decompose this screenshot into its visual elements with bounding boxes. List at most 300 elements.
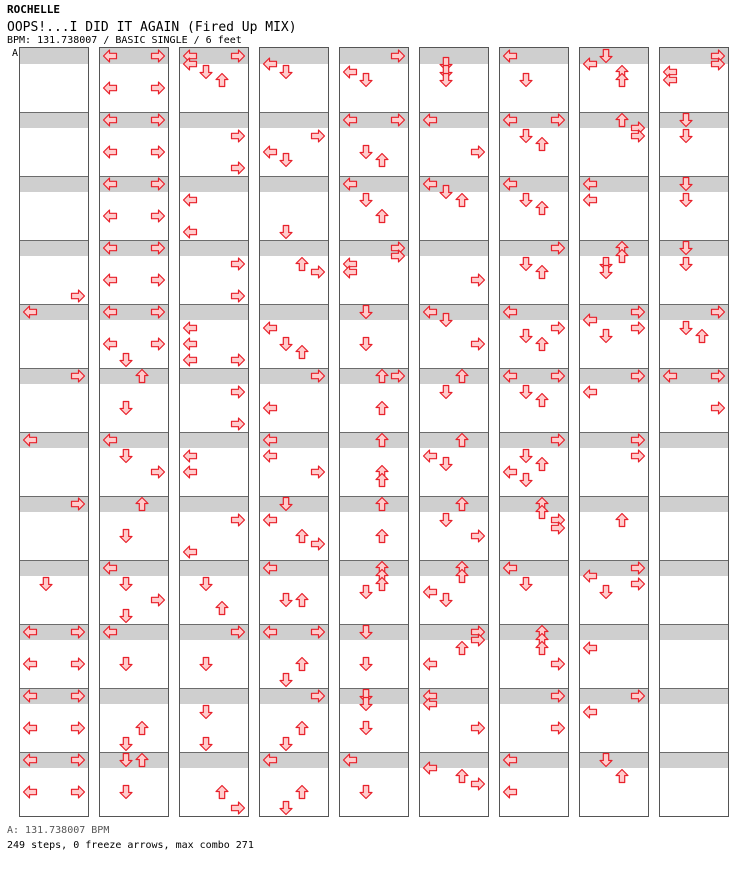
arrow-down-icon: [358, 584, 374, 600]
measure-line: [660, 112, 728, 113]
measure-stripe: [660, 624, 728, 640]
arrow-down-icon: [438, 592, 454, 608]
arrow-left-icon: [582, 312, 598, 328]
chart-column: [500, 48, 568, 816]
arrow-down-icon: [118, 656, 134, 672]
measure-stripe: [180, 176, 248, 192]
arrow-left-icon: [502, 464, 518, 480]
measure-stripe: [420, 48, 488, 64]
arrow-up-icon: [534, 264, 550, 280]
measure-line: [340, 624, 408, 625]
arrow-up-icon: [134, 368, 150, 384]
arrow-right-icon: [630, 320, 646, 336]
arrow-left-icon: [102, 240, 118, 256]
arrow-down-icon: [118, 608, 134, 624]
arrow-up-icon: [294, 592, 310, 608]
arrow-right-icon: [390, 368, 406, 384]
arrow-up-icon: [614, 248, 630, 264]
bpm-summary: A: 131.738007 BPM: [7, 825, 110, 836]
arrow-down-icon: [438, 512, 454, 528]
arrow-left-icon: [102, 624, 118, 640]
arrow-right-icon: [630, 368, 646, 384]
arrow-left-icon: [422, 176, 438, 192]
measure-stripe: [660, 752, 728, 768]
arrow-down-icon: [118, 576, 134, 592]
arrow-up-icon: [534, 456, 550, 472]
step-stats: 249 steps, 0 freeze arrows, max combo 271: [7, 840, 254, 851]
measure-line: [420, 752, 488, 753]
measure-stripe: [180, 240, 248, 256]
measure-line: [580, 496, 648, 497]
arrow-left-icon: [422, 448, 438, 464]
arrow-right-icon: [150, 48, 166, 64]
measure-line: [660, 688, 728, 689]
arrow-down-icon: [358, 624, 374, 640]
arrow-left-icon: [582, 640, 598, 656]
arrow-left-icon: [22, 688, 38, 704]
arrow-up-icon: [214, 72, 230, 88]
arrow-down-icon: [518, 128, 534, 144]
arrow-left-icon: [182, 56, 198, 72]
arrow-left-icon: [422, 696, 438, 712]
arrow-right-icon: [550, 112, 566, 128]
measure-line: [180, 240, 248, 241]
arrow-right-icon: [710, 56, 726, 72]
arrow-right-icon: [230, 416, 246, 432]
arrow-left-icon: [262, 400, 278, 416]
arrow-right-icon: [470, 720, 486, 736]
arrow-right-icon: [550, 688, 566, 704]
measure-stripe: [340, 688, 408, 704]
arrow-right-icon: [470, 528, 486, 544]
arrow-left-icon: [22, 304, 38, 320]
arrow-up-icon: [534, 640, 550, 656]
arrow-left-icon: [262, 752, 278, 768]
arrow-left-icon: [22, 752, 38, 768]
arrow-left-icon: [582, 56, 598, 72]
measure-stripe: [580, 624, 648, 640]
arrow-up-icon: [374, 576, 390, 592]
song-title: OOPS!...I DID IT AGAIN (Fired Up MIX): [7, 20, 297, 35]
arrow-down-icon: [438, 456, 454, 472]
arrow-right-icon: [70, 656, 86, 672]
chart-info: BPM: 131.738007 / BASIC SINGLE / 6 feet: [7, 35, 242, 46]
arrow-right-icon: [150, 208, 166, 224]
arrow-right-icon: [470, 336, 486, 352]
arrow-left-icon: [262, 320, 278, 336]
measure-stripe: [420, 240, 488, 256]
arrow-down-icon: [518, 72, 534, 88]
arrow-down-icon: [678, 176, 694, 192]
measure-stripe: [660, 496, 728, 512]
measure-stripe: [340, 304, 408, 320]
arrow-right-icon: [150, 240, 166, 256]
arrow-right-icon: [70, 688, 86, 704]
arrow-down-icon: [358, 656, 374, 672]
arrow-right-icon: [470, 272, 486, 288]
arrow-left-icon: [22, 656, 38, 672]
arrow-right-icon: [390, 248, 406, 264]
measure-stripe: [180, 752, 248, 768]
arrow-left-icon: [342, 752, 358, 768]
measure-stripe: [660, 112, 728, 128]
arrow-right-icon: [230, 288, 246, 304]
arrow-right-icon: [230, 160, 246, 176]
arrow-up-icon: [374, 208, 390, 224]
measure-stripe: [660, 432, 728, 448]
measure-line: [260, 112, 328, 113]
arrow-left-icon: [102, 48, 118, 64]
measure-stripe: [660, 688, 728, 704]
arrow-right-icon: [310, 368, 326, 384]
chart-column: [100, 48, 168, 816]
arrow-up-icon: [454, 640, 470, 656]
arrow-left-icon: [102, 176, 118, 192]
arrow-left-icon: [262, 56, 278, 72]
arrow-down-icon: [118, 528, 134, 544]
arrow-left-icon: [182, 320, 198, 336]
arrow-right-icon: [70, 784, 86, 800]
arrow-left-icon: [662, 368, 678, 384]
measure-stripe: [660, 560, 728, 576]
arrow-right-icon: [70, 752, 86, 768]
measure-line: [180, 752, 248, 753]
arrow-right-icon: [550, 240, 566, 256]
arrow-right-icon: [310, 688, 326, 704]
arrow-left-icon: [422, 304, 438, 320]
arrow-up-icon: [134, 752, 150, 768]
arrow-down-icon: [198, 656, 214, 672]
arrow-right-icon: [550, 320, 566, 336]
arrow-down-icon: [358, 304, 374, 320]
measure-line: [180, 112, 248, 113]
arrow-right-icon: [70, 624, 86, 640]
arrow-left-icon: [582, 384, 598, 400]
arrow-down-icon: [278, 592, 294, 608]
arrow-right-icon: [310, 464, 326, 480]
arrow-left-icon: [502, 112, 518, 128]
measure-line: [180, 176, 248, 177]
measure-line: [20, 560, 88, 561]
arrow-down-icon: [198, 64, 214, 80]
arrow-left-icon: [182, 448, 198, 464]
arrow-up-icon: [374, 368, 390, 384]
arrow-left-icon: [422, 112, 438, 128]
arrow-right-icon: [150, 176, 166, 192]
arrow-up-icon: [294, 344, 310, 360]
arrow-up-icon: [374, 472, 390, 488]
arrow-right-icon: [70, 496, 86, 512]
arrow-left-icon: [422, 584, 438, 600]
arrow-up-icon: [614, 512, 630, 528]
arrow-right-icon: [230, 800, 246, 816]
measure-line: [20, 240, 88, 241]
measure-stripe: [20, 240, 88, 256]
arrow-down-icon: [678, 256, 694, 272]
arrow-right-icon: [310, 536, 326, 552]
arrow-right-icon: [230, 256, 246, 272]
arrow-right-icon: [230, 352, 246, 368]
artist-name: ROCHELLE: [7, 3, 60, 16]
arrow-down-icon: [358, 144, 374, 160]
arrow-down-icon: [678, 192, 694, 208]
measure-line: [660, 560, 728, 561]
measure-line: [180, 432, 248, 433]
measure-line: [660, 432, 728, 433]
arrow-left-icon: [102, 144, 118, 160]
arrow-left-icon: [662, 72, 678, 88]
arrow-right-icon: [150, 304, 166, 320]
arrow-right-icon: [150, 336, 166, 352]
arrow-left-icon: [582, 704, 598, 720]
arrow-up-icon: [454, 568, 470, 584]
measure-line: [660, 752, 728, 753]
measure-line: [180, 368, 248, 369]
measure-line: [180, 688, 248, 689]
measure-stripe: [180, 112, 248, 128]
arrow-up-icon: [534, 504, 550, 520]
arrow-down-icon: [278, 496, 294, 512]
measure-line: [420, 240, 488, 241]
arrow-up-icon: [294, 784, 310, 800]
arrow-down-icon: [598, 328, 614, 344]
measure-stripe: [20, 176, 88, 192]
arrow-left-icon: [582, 568, 598, 584]
bpm-marker-label: A: [12, 48, 19, 59]
arrow-right-icon: [230, 128, 246, 144]
arrow-down-icon: [518, 192, 534, 208]
measure-line: [340, 304, 408, 305]
arrow-up-icon: [534, 392, 550, 408]
arrow-left-icon: [342, 176, 358, 192]
measure-stripe: [180, 432, 248, 448]
measure-line: [260, 304, 328, 305]
measure-stripe: [660, 176, 728, 192]
arrow-up-icon: [214, 784, 230, 800]
measure-line: [260, 176, 328, 177]
arrow-down-icon: [598, 752, 614, 768]
arrow-right-icon: [550, 432, 566, 448]
measure-line: [180, 304, 248, 305]
arrow-left-icon: [502, 176, 518, 192]
measure-stripe: [260, 112, 328, 128]
arrow-left-icon: [502, 560, 518, 576]
measure-stripe: [180, 688, 248, 704]
arrow-up-icon: [454, 768, 470, 784]
arrow-up-icon: [294, 656, 310, 672]
arrow-left-icon: [262, 432, 278, 448]
arrow-right-icon: [390, 112, 406, 128]
arrow-down-icon: [358, 720, 374, 736]
arrow-left-icon: [102, 208, 118, 224]
arrow-right-icon: [550, 368, 566, 384]
arrow-left-icon: [102, 272, 118, 288]
arrow-up-icon: [294, 528, 310, 544]
arrow-up-icon: [694, 328, 710, 344]
arrow-up-icon: [454, 368, 470, 384]
arrow-right-icon: [630, 448, 646, 464]
chart-column: [660, 48, 728, 816]
arrow-left-icon: [342, 64, 358, 80]
measure-stripe: [20, 48, 88, 64]
arrow-left-icon: [342, 264, 358, 280]
measure-line: [260, 240, 328, 241]
chart-column: [260, 48, 328, 816]
measure-stripe: [580, 496, 648, 512]
arrow-left-icon: [182, 464, 198, 480]
chart-column: [180, 48, 248, 816]
arrow-left-icon: [582, 192, 598, 208]
arrow-up-icon: [134, 720, 150, 736]
arrow-left-icon: [182, 352, 198, 368]
arrow-down-icon: [518, 576, 534, 592]
arrow-down-icon: [278, 224, 294, 240]
arrow-down-icon: [118, 752, 134, 768]
measure-stripe: [180, 304, 248, 320]
measure-line: [180, 496, 248, 497]
measure-line: [180, 560, 248, 561]
arrow-left-icon: [22, 720, 38, 736]
arrow-left-icon: [102, 112, 118, 128]
arrow-left-icon: [502, 368, 518, 384]
arrow-down-icon: [678, 320, 694, 336]
arrow-down-icon: [358, 336, 374, 352]
arrow-down-icon: [38, 576, 54, 592]
arrow-right-icon: [710, 304, 726, 320]
measure-line: [660, 176, 728, 177]
arrow-right-icon: [390, 48, 406, 64]
measure-line: [660, 240, 728, 241]
arrow-down-icon: [438, 72, 454, 88]
arrow-up-icon: [534, 200, 550, 216]
measure-stripe: [260, 240, 328, 256]
arrow-left-icon: [502, 304, 518, 320]
measure-stripe: [180, 496, 248, 512]
arrow-down-icon: [118, 448, 134, 464]
arrow-up-icon: [614, 72, 630, 88]
arrow-down-icon: [518, 328, 534, 344]
arrow-up-icon: [614, 112, 630, 128]
arrow-left-icon: [22, 784, 38, 800]
arrow-down-icon: [118, 400, 134, 416]
arrow-right-icon: [710, 368, 726, 384]
arrow-right-icon: [230, 512, 246, 528]
arrow-up-icon: [374, 496, 390, 512]
measure-stripe: [100, 688, 168, 704]
arrow-right-icon: [150, 144, 166, 160]
measure-line: [20, 176, 88, 177]
arrow-right-icon: [470, 632, 486, 648]
arrow-up-icon: [374, 432, 390, 448]
arrow-left-icon: [582, 176, 598, 192]
arrow-left-icon: [182, 224, 198, 240]
arrow-right-icon: [630, 128, 646, 144]
arrow-right-icon: [70, 720, 86, 736]
arrow-right-icon: [150, 464, 166, 480]
arrow-right-icon: [550, 720, 566, 736]
measure-line: [340, 688, 408, 689]
arrow-right-icon: [150, 272, 166, 288]
arrow-down-icon: [198, 576, 214, 592]
arrow-left-icon: [22, 624, 38, 640]
arrow-up-icon: [294, 256, 310, 272]
measure-line: [580, 624, 648, 625]
arrow-left-icon: [102, 304, 118, 320]
arrow-up-icon: [294, 720, 310, 736]
arrow-down-icon: [278, 336, 294, 352]
arrow-down-icon: [438, 312, 454, 328]
arrow-right-icon: [630, 432, 646, 448]
arrow-left-icon: [262, 448, 278, 464]
arrow-down-icon: [278, 672, 294, 688]
arrow-right-icon: [70, 368, 86, 384]
arrow-up-icon: [454, 432, 470, 448]
measure-line: [100, 688, 168, 689]
arrow-right-icon: [70, 288, 86, 304]
arrow-right-icon: [630, 576, 646, 592]
arrow-down-icon: [518, 472, 534, 488]
arrow-left-icon: [102, 80, 118, 96]
arrow-right-icon: [310, 264, 326, 280]
arrow-down-icon: [118, 736, 134, 752]
arrow-right-icon: [230, 384, 246, 400]
arrow-right-icon: [710, 400, 726, 416]
arrow-right-icon: [150, 112, 166, 128]
chart-column: [340, 48, 408, 816]
measure-stripe: [20, 112, 88, 128]
measure-line: [660, 496, 728, 497]
arrow-right-icon: [630, 304, 646, 320]
arrow-down-icon: [678, 112, 694, 128]
arrow-down-icon: [358, 192, 374, 208]
arrow-right-icon: [550, 520, 566, 536]
measure-stripe: [260, 304, 328, 320]
arrow-up-icon: [534, 336, 550, 352]
arrow-right-icon: [310, 624, 326, 640]
measure-line: [260, 496, 328, 497]
arrow-down-icon: [278, 152, 294, 168]
arrow-up-icon: [374, 152, 390, 168]
arrow-right-icon: [310, 128, 326, 144]
measure-stripe: [180, 368, 248, 384]
arrow-left-icon: [502, 752, 518, 768]
measure-stripe: [180, 560, 248, 576]
measure-stripe: [340, 624, 408, 640]
arrow-left-icon: [102, 560, 118, 576]
arrow-down-icon: [358, 696, 374, 712]
measure-stripe: [580, 752, 648, 768]
arrow-left-icon: [182, 544, 198, 560]
arrow-left-icon: [422, 760, 438, 776]
arrow-right-icon: [630, 560, 646, 576]
arrow-down-icon: [278, 736, 294, 752]
measure-line: [580, 752, 648, 753]
arrow-left-icon: [262, 512, 278, 528]
arrow-left-icon: [22, 432, 38, 448]
arrow-up-icon: [454, 496, 470, 512]
chart-column: [20, 48, 88, 816]
arrow-up-icon: [454, 192, 470, 208]
arrow-up-icon: [214, 600, 230, 616]
arrow-left-icon: [182, 336, 198, 352]
measure-stripe: [260, 176, 328, 192]
arrow-right-icon: [470, 144, 486, 160]
arrow-up-icon: [134, 496, 150, 512]
measure-line: [660, 624, 728, 625]
chart-column: [580, 48, 648, 816]
arrow-up-icon: [614, 768, 630, 784]
arrow-right-icon: [230, 48, 246, 64]
